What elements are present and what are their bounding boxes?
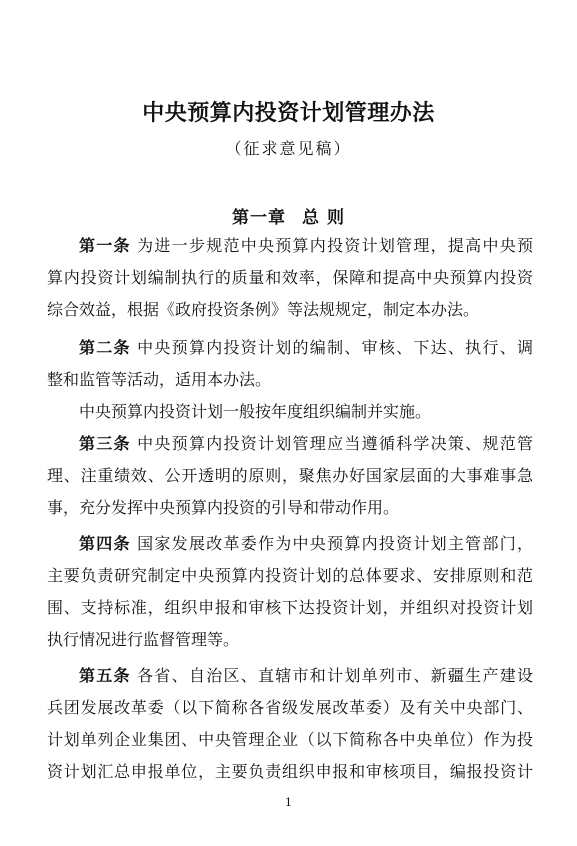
chapter-heading [0, 203, 577, 228]
page-number: 1 [285, 796, 292, 809]
article-5-line-1: 第五条 各省、自治区、直辖市和计划单列市、新疆生产建设 [79, 666, 533, 685]
article-2-line-1: 第二条 中央预算内投资计划的编制、审核、下达、执行、调 [79, 338, 533, 357]
article-5-line-2: 兵团发展改革委（以下简称各省级发展改革委）及有关中央部门、 [47, 698, 533, 717]
article-2-line-2: 整和监管等活动，适用本办法。 [47, 370, 272, 389]
document-subtitle: （征求意见稿） [225, 139, 352, 158]
article-5-line-3: 计划单列企业集团、中央管理企业（以下简称各中央单位）作为投 [47, 730, 533, 749]
article-1-line-3: 综合效益，根据《政府投资条例》等法规规定，制定本办法。 [47, 300, 480, 319]
article-4-line-2: 主要负责研究制定中央预算内投资计划的总体要求、安排原则和范 [47, 566, 533, 585]
article-2-paragraph-2: 中央预算内投资计划一般按年度组织编制并实施。 [79, 402, 432, 421]
article-4-line-3: 围、支持标准，组织申报和审核下达投资计划，并组织对投资计划 [47, 598, 533, 617]
article-1-line-1: 第一条 为进一步规范中央预算内投资计划管理，提高中央预 [79, 236, 533, 255]
article-3-line-1: 第三条 中央预算内投资计划管理应当遵循科学决策、规范管 [79, 434, 533, 453]
article-5-line-4: 资计划汇总申报单位，主要负责组织申报和审核项目，编报投资计 [47, 762, 533, 781]
document-title: 中央预算内投资计划管理办法 [142, 101, 435, 126]
article-label: 第二条 [79, 338, 131, 357]
article-4-line-1: 第四条 国家发展改革委作为中央预算内投资计划主管部门， [79, 534, 533, 553]
article-4-line-4: 执行情况进行监督管理等。 [47, 630, 240, 649]
chapter-number: 第一章 [232, 208, 287, 228]
article-label: 第五条 [79, 666, 131, 685]
article-label: 第一条 [79, 236, 131, 255]
article-label: 第四条 [79, 534, 131, 553]
article-label: 第三条 [79, 434, 131, 453]
article-3-line-2: 理、注重绩效、公开透明的原则，聚焦办好国家层面的大事难事急 [47, 466, 533, 485]
article-1-line-2: 算内投资计划编制执行的质量和效率，保障和提高中央预算内投资 [47, 268, 533, 287]
chapter-name: 总 则 [302, 208, 345, 228]
article-3-line-3: 事，充分发挥中央预算内投资的引导和带动作用。 [47, 498, 400, 517]
